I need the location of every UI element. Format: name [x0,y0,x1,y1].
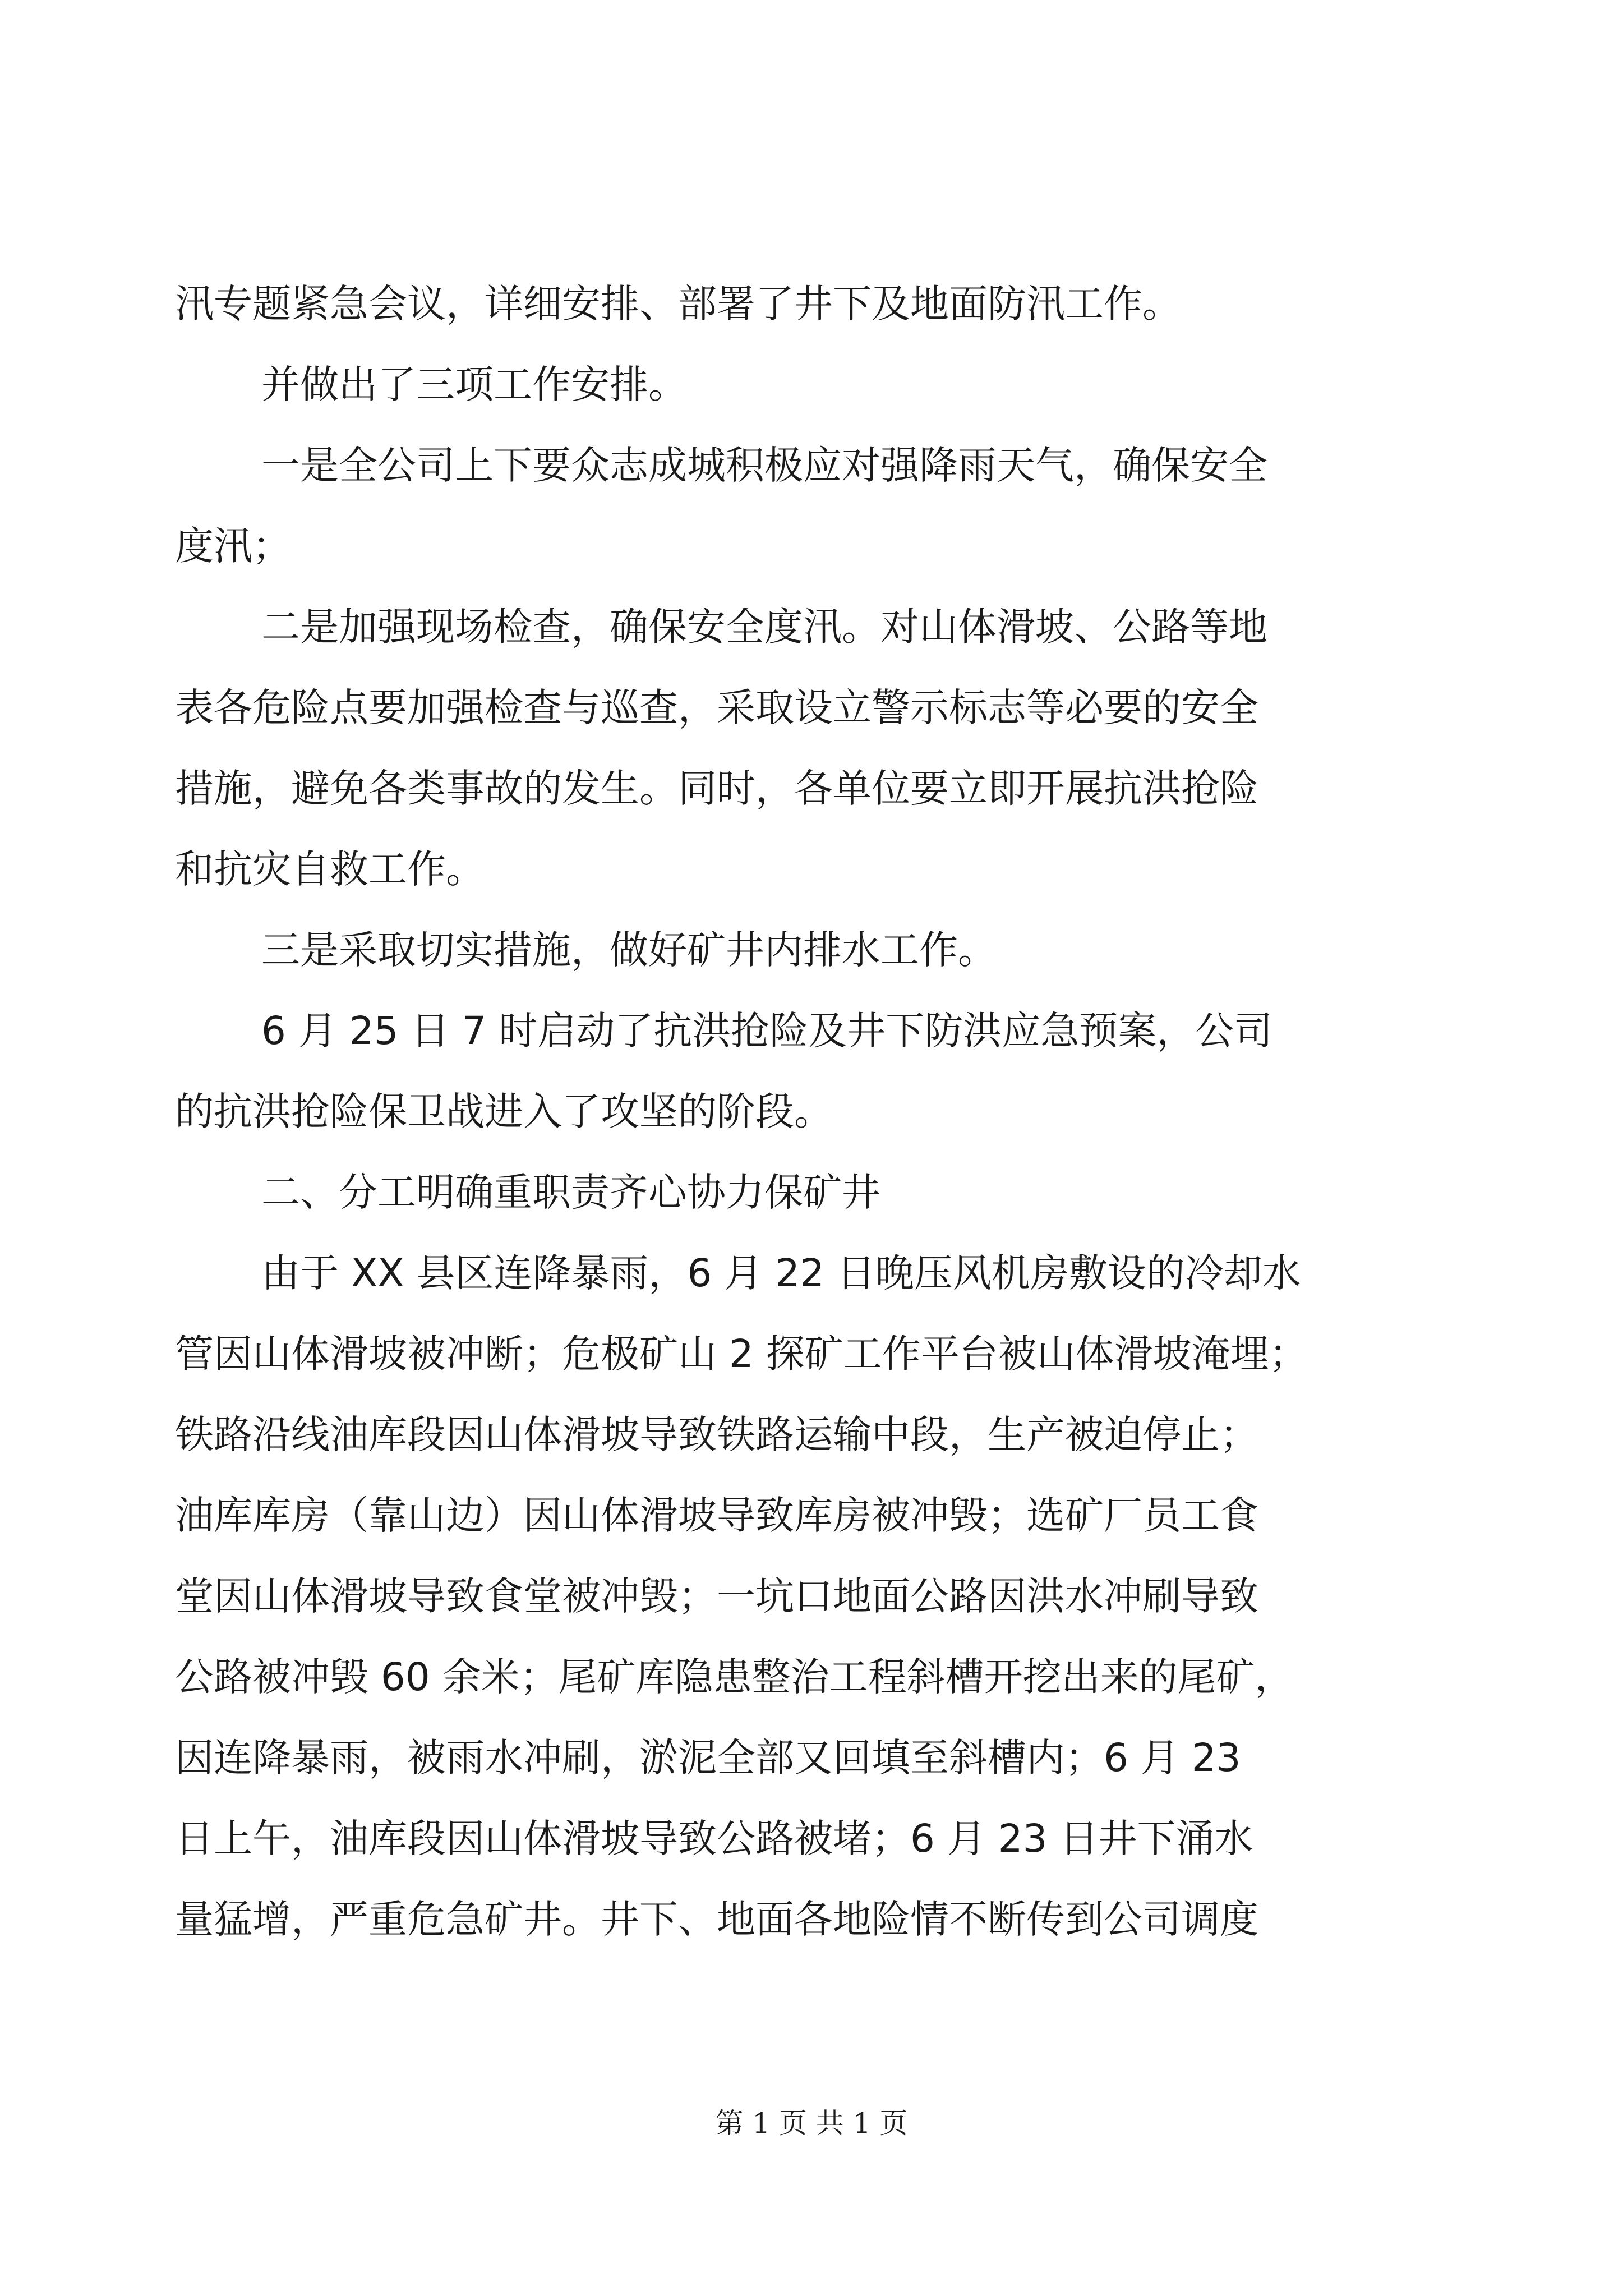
text-line: 并做出了三项工作安排。 [261,362,687,407]
text-line: 因连降暴雨，被雨水冲刷，淤泥全部又回填至斜槽内；6 月 23 [175,1736,1241,1780]
page-footer: 第 1 页 共 1 页 [715,2107,908,2139]
text-line: 6 月 25 日 7 时启动了抗洪抢险及井下防洪应急预案，公司 [261,1009,1273,1053]
text-line: 堂因山体滑坡导致食堂被冲毁；一坑口地面公路因洪水冲刷导致 [175,1574,1258,1619]
text-line: 二是加强现场检查，确保安全度汛。对山体滑坡、公路等地 [261,605,1267,650]
text-line: 铁路沿线油库段因山体滑坡导致铁路运输中段，生产被迫停止； [175,1412,1258,1457]
text-line: 汛专题紧急会议，详细安排、部署了井下及地面防汛工作。 [175,282,1181,326]
text-line: 表各危险点要加强检查与巡查，采取设立警示标志等必要的安全 [175,685,1258,730]
text-line: 量猛增，严重危急矿井。井下、地面各地险情不断传到公司调度 [175,1897,1258,1942]
text-line: 措施，避免各类事故的发生。同时，各单位要立即开展抗洪抢险 [175,766,1258,811]
text-line: 日上午，油库段因山体滑坡导致公路被堵；6 月 23 日井下涌水 [175,1816,1253,1861]
text-line: 三是采取切实措施，做好矿井内排水工作。 [261,928,997,973]
text-line: 公路被冲毁 60 余米；尾矿库隐患整治工程斜槽开挖出来的尾矿， [175,1655,1294,1700]
text-line: 由于 XX 县区连降暴雨，6 月 22 日晚压风机房敷设的冷却水 [261,1251,1301,1296]
text-line: 一是全公司上下要众志成城积极应对强降雨天气，确保安全 [261,443,1267,488]
text-line: 和抗灾自救工作。 [175,847,485,892]
text-line: 度汛； [175,524,291,569]
document-body [175,264,1448,1960]
text-line: 管因山体滑坡被冲断；危极矿山 2 探矿工作平台被山体滑坡淹埋； [175,1332,1308,1377]
section-heading: 二、分工明确重职责齐心协力保矿井 [261,1170,880,1215]
text-line: 油库库房（靠山边）因山体滑坡导致库房被冲毁；选矿厂员工食 [175,1493,1258,1538]
text-line: 的抗洪抢险保卫战进入了攻坚的阶段。 [175,1089,833,1134]
